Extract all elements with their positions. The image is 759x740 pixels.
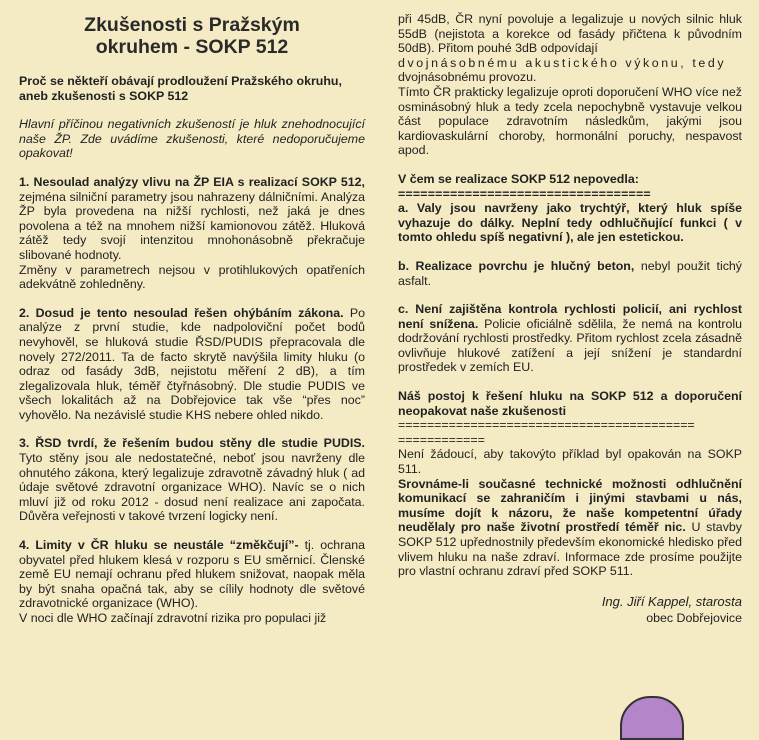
point-1-heading: 1. Nesoulad analýzy vlivu na ŽP EIA s realizací SOKP 512, — [19, 174, 365, 189]
intro-question: Proč se někteří obávají prodloužení Pražského okruhu, aneb zkušenosti s SOKP 512 — [19, 74, 342, 103]
right-para-2: Tímto ČR prakticky legalizuje oproti doporučení WHO více než osminásobný hluk a tedy zcela nepochybně vystavuje velkou část populace zdravotním následkům, jakými jsou kardiovaskulární choroby, hormonální poruchy, nespavost apod. — [398, 84, 742, 158]
point-c-heading: c. Není zajištěna kontrola rychlosti policií, ani rychlost není snížena. — [398, 302, 742, 331]
right-column — [398, 12, 742, 626]
signature-name: Ing. Jiří Kappel, starosta — [601, 593, 742, 609]
decorative-illustration — [620, 696, 684, 740]
separator-3: ============ — [398, 432, 485, 447]
left-column — [19, 0, 365, 626]
point-a: a. Valy jsou navrženy jako trychtýř, který hluk spíše vyhazuje do dálky. Neplní tedy odhlučňující funkci ( v tomto ohledu spíš negativní ), ale jen estetickou. — [398, 201, 742, 245]
title-line-1: Zkušenosti s Pražským — [84, 14, 300, 36]
article-title — [19, 14, 365, 58]
point-3-text: Tyto stěny jsou ale nedostatečné, neboť jsou navrženy dle ohnutého zákona, který legalizuje zdravotně závadný hluk ( ad údaje světové zdravotní organizace WHO). Navíc se o nich mluví již od roku 2012 - dosud není realizace ani započata. Důvěra veřejnosti v takové tvrzení logicky není. — [19, 451, 365, 524]
point-4-text: tj. ochrana obyvatel před hlukem klesá v rozporu s EU směrnicí. Členské země EU nemají ochranu před hlukem snižovat, naopak měla by být snaha opačná tak, aby se cílily hodnoty dle světové zdravotnické organizace (WHO). — [19, 538, 365, 611]
position-text-2-bold: Srovnáme-li současné technické možnosti odhlučnění komunikací se zahraničím i jinými stavbami u nás, musíme dojít k názoru, že naše kompetentní úřady neudělaly pro naše životní prostředí téměř nic. — [398, 476, 742, 535]
signature-place: obec Dobřejovice — [646, 611, 742, 626]
point-1-text-2: Změny v parametrech nejsou v protihlukových opatřeních adekvátně zohledněny. — [19, 262, 365, 292]
point-2-heading: 2. Dosud je tento nesoulad řešen ohýbáním zákona. — [19, 305, 344, 320]
separator-1: ================================== — [398, 186, 651, 201]
position-text-1: Není žádoucí, aby takovýto příklad byl opakován na SOKP 511. — [398, 447, 742, 477]
point-b-text: nebyl použit tichý asfalt. — [398, 258, 742, 288]
position-text-2-rest: U stavby SOKP 512 upřednostnily především ekonomické hledisko před vlivem hluku na naše zdraví. Informace zde prosíme použijte pro vlastní ochranu zdraví před SOKP 511. — [398, 520, 742, 579]
point-4 — [19, 538, 365, 611]
position-text-2 — [398, 477, 742, 579]
point-c — [398, 302, 742, 375]
intro-text: Hlavní příčinou negativních zkušeností je hluk znehodnocující naše ŽP. Zde uvádíme zkušenosti, které nedoporučujeme opakovat! — [19, 117, 365, 161]
point-4-heading: 4. Limity v ČR hluku se neustále “změkčují”- — [19, 538, 299, 553]
point-2-text: Po analýze z první studie, kde nadpoloviční počet bodů nevyhověl, se hluková studie ŘSD/PUDIS přepracovala dle novely 272/2011. Ta de facto skrytě navýšila limity hluku (o odraz od fasády 3dB, nejistotu měření 2 dB), a tím zlegalizovala hluk, téměř čtyřnásobný. Dle studie PUDIS ve všech lokalitách až na Dobřejovice tak vše “přes noc” vyhovělo. Na nezávislé studie KHS nebere ohled nikdo. — [19, 305, 365, 422]
point-3-heading: 3. ŘSD tvrdí, že řešením budou stěny dle studie PUDIS. — [19, 436, 365, 451]
right-para-1-spaced: dvojnásobnému akustického výkonu, tedy — [398, 55, 727, 70]
right-para-1: při 45dB, ČR nyní povoluje a legalizuje u nových silnic hluk 55dB (nejistota a korekce od fasády přičtena k původním 50dB). Přitom pouhé 3dB odpovídají — [398, 12, 742, 56]
point-1 — [19, 175, 365, 263]
separator-2: ========================================= — [398, 418, 695, 433]
section-heading-position: Náš postoj k řešení hluku na SOKP 512 a doporučení neopakovat naše zkušenosti — [398, 389, 742, 418]
point-c-text: Policie oficiálně sdělila, že nemá na kontrolu dodržování rychlosti prostředky. Přitom rychlost zcela zásadně ovlivňuje hlukové zatížení a její snížení je standardní prostředek v zemích EU. — [398, 316, 742, 375]
right-para-1-end: dvojnásobnému provozu. — [398, 70, 537, 85]
point-2 — [19, 306, 365, 423]
section-heading-failures: V čem se realizace SOKP 512 nepovedla: — [398, 171, 639, 186]
point-4-text-2: V noci dle WHO začínají zdravotní rizika pro populaci již — [19, 611, 327, 625]
title-line-2: okruhem - SOKP 512 — [95, 36, 289, 58]
point-b — [398, 259, 742, 288]
signature — [398, 595, 742, 626]
point-3 — [19, 436, 365, 524]
point-b-heading: b. Realizace povrchu je hlučný beton, — [398, 258, 635, 273]
point-1-text: zejména silniční parametry jsou nahrazeny dálničními. Analýza ŽP byla provedena na nižší rychlosti, než jaká je dnes povolena a též na mnohem nižší kamionovou zátěž. Hluková zátěž tedy svojí intenzitou mnohonásobně překračuje slibované hodnoty. — [19, 189, 365, 262]
